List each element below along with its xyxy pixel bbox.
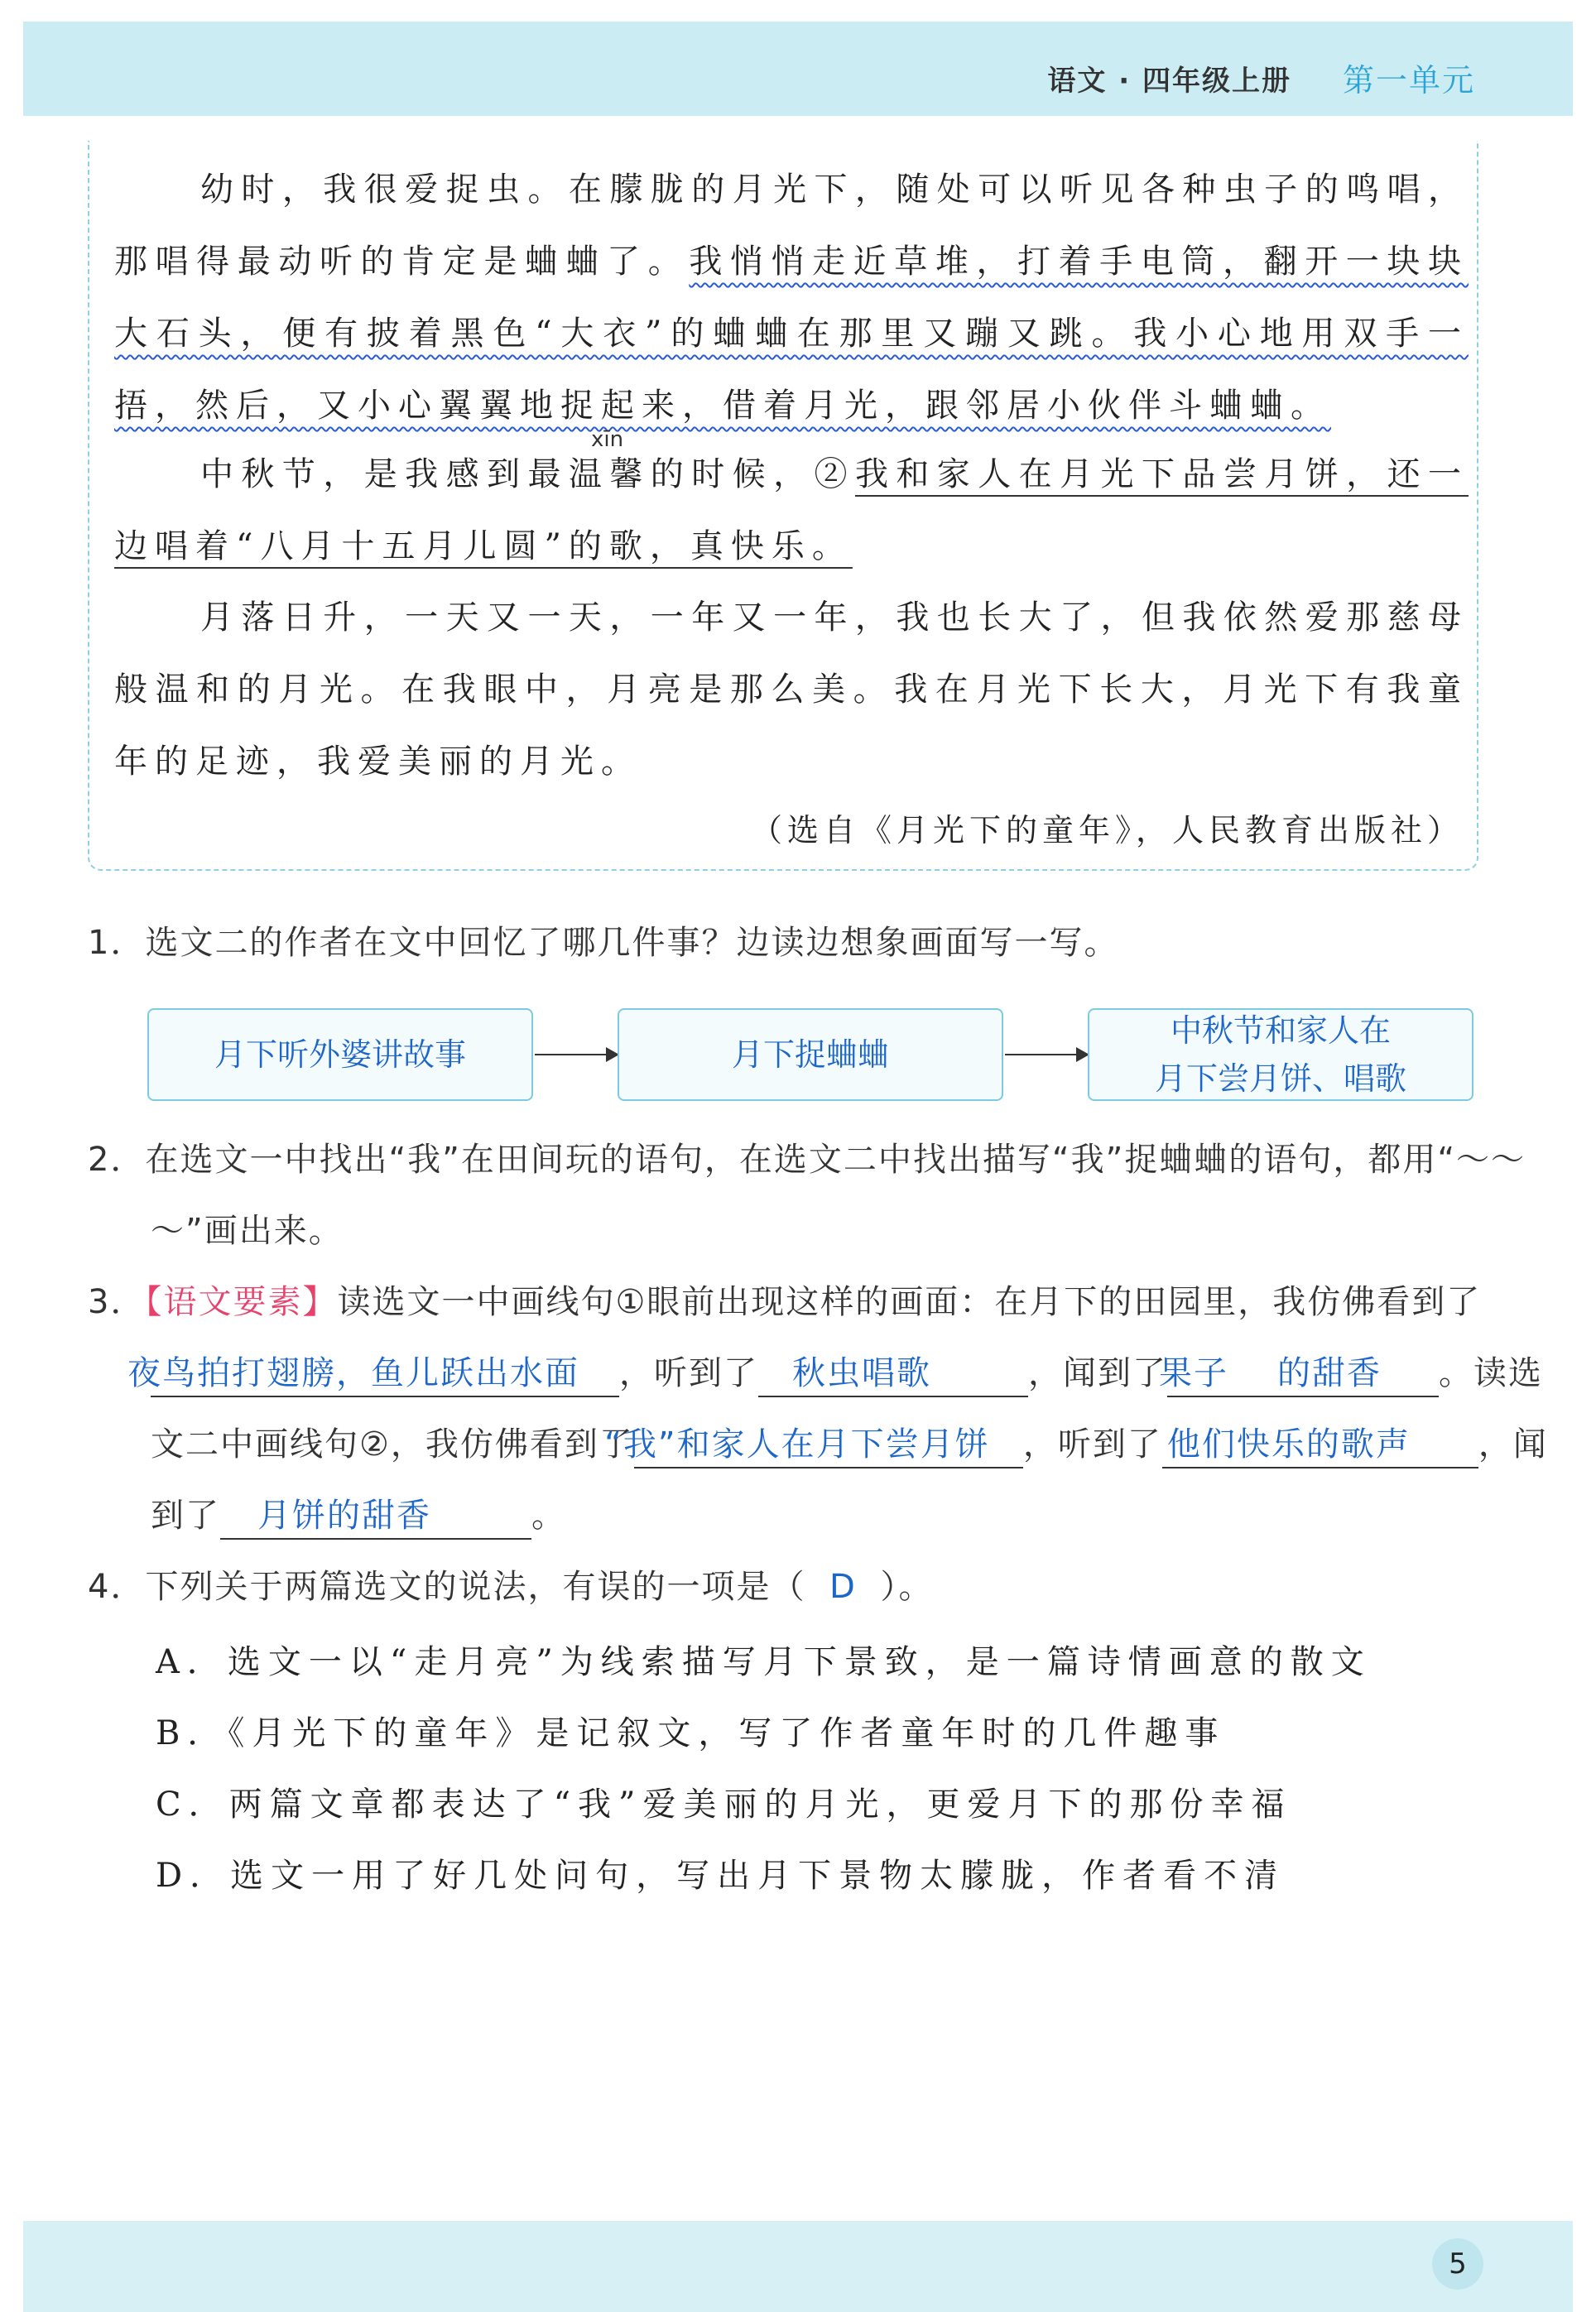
q3-text-2: ，听到了 (619, 1354, 758, 1392)
flow-box-3 (1088, 1008, 1473, 1101)
passage-source: （选自《月光下的童年》，人民教育出版社） (750, 812, 1464, 848)
flow-box-3-line-1: 中秋节和家人在 (1170, 1012, 1391, 1049)
pinyin-annotation: xīn (591, 427, 624, 452)
option-b: B．《月光下的童年》是记叙文，写了作者童年时的几件趣事 (156, 1714, 1226, 1752)
q4-answer: D (829, 1568, 857, 1606)
page-header (23, 22, 1573, 116)
q3-answer-6: 月饼的甜香 (220, 1493, 531, 1540)
q3-text-5: ，听到了 (1022, 1425, 1162, 1464)
q3-answer-4: “我”和家人在月下尝月饼 (634, 1422, 1023, 1468)
p1-wavy-underlined: 我悄悄走近草堆，打着手电筒，翻开一块块大石头，便有披着黑色“大衣”的蛐蛐在那里又蹦又跳。我小心地用双手一捂，然后，又小心翼翼地捉起来，借着月光，跟邻居小伙伴斗蛐蛐。 (114, 243, 1469, 425)
passage-paragraph-1 (114, 154, 1469, 442)
page-footer (23, 2221, 1573, 2312)
flow-box-3-line-2: 月下尝月饼、唱歌 (1154, 1060, 1406, 1097)
arrow-icon (535, 1054, 616, 1055)
p2-plain: 中秋节，是我感到最温馨的时候，② (200, 455, 855, 493)
question-3 (88, 1267, 1576, 1551)
option-d: D．选文一用了好几处问句，写出月下景物太朦胧，作者看不清 (156, 1857, 1286, 1895)
q3-answer-1: 夜鸟拍打翅膀，鱼儿跃出水面 (151, 1351, 619, 1397)
q3-answer-5: 他们快乐的歌声 (1162, 1422, 1478, 1468)
question-4 (88, 1551, 1495, 1622)
p2-underlined: 我和家人在月光下品尝月饼，还一边唱着“八月十五月儿圆”的歌，真快乐。 (114, 455, 1469, 565)
question-1: 1．选文二的作者在文中回忆了哪几件事？边读边想象画面写一写。 (88, 924, 1119, 962)
option-c: C．两篇文章都表达了“我”爱美丽的月光，更爱月下的那份幸福 (156, 1786, 1292, 1824)
unit-title: 第一单元 (1342, 62, 1475, 99)
q4-stem-a: 4．下列关于两篇选文的说法，有误的一项是（ (88, 1568, 806, 1606)
flow-box-2-text: 月下捉蛐蛐 (731, 1036, 889, 1073)
p1-plain: 幼时，我很爱捉虫。在朦胧的月光下，随处可以听见各种虫子的鸣唱，那唱得最动听的肯定是蛐蛐了。 (114, 171, 1469, 281)
flow-box-2 (618, 1008, 1003, 1101)
q3-number: 3． (88, 1283, 146, 1321)
passage-paragraph-2 (114, 439, 1469, 583)
q3-text-1: 读选文一中画线句①眼前出现这样的画面：在月下的田园里，我仿佛看到了 (337, 1283, 1482, 1321)
q3-text-4: 。读选文二中画线句②，我仿佛看到了 (151, 1354, 1543, 1464)
option-a: A．选文一以“走月亮”为线索描写月下景致，是一篇诗情画意的散文 (156, 1643, 1372, 1681)
passage-paragraph-3: 月落日升，一天又一天，一年又一年，我也长大了，但我依然爱那慈母般温和的月光。在我眼中，月亮是那么美。我在月光下长大，月光下有我童年的足迹，我爱美丽的月光。 (114, 598, 1469, 781)
q3-text-7: 。 (531, 1497, 566, 1535)
arrow-icon (1005, 1054, 1086, 1055)
page-number: 5 (1432, 2238, 1483, 2290)
book-title: 语文 · 四年级上册 (1047, 65, 1291, 98)
flow-box-1 (147, 1008, 533, 1101)
q3-tag: 【语文要素】 (145, 1283, 338, 1321)
q3-answer-3a: 果子 (1167, 1351, 1283, 1397)
flow-box-1-text: 月下听外婆讲故事 (214, 1036, 466, 1073)
q3-answer-3b: 的甜香 (1283, 1351, 1439, 1397)
q3-answer-2: 秋虫唱歌 (758, 1351, 1028, 1397)
q3-text-3: ，闻到了 (1028, 1354, 1167, 1392)
question-2: 2．在选文一中找出“我”在田间玩的语句，在选文二中找出描写“我”捉蛐蛐的语句，都用“～～～”画出来。 (88, 1141, 1526, 1250)
q4-stem-b: ）。 (880, 1568, 934, 1606)
q3-text-6: ，闻到了 (151, 1425, 1548, 1535)
